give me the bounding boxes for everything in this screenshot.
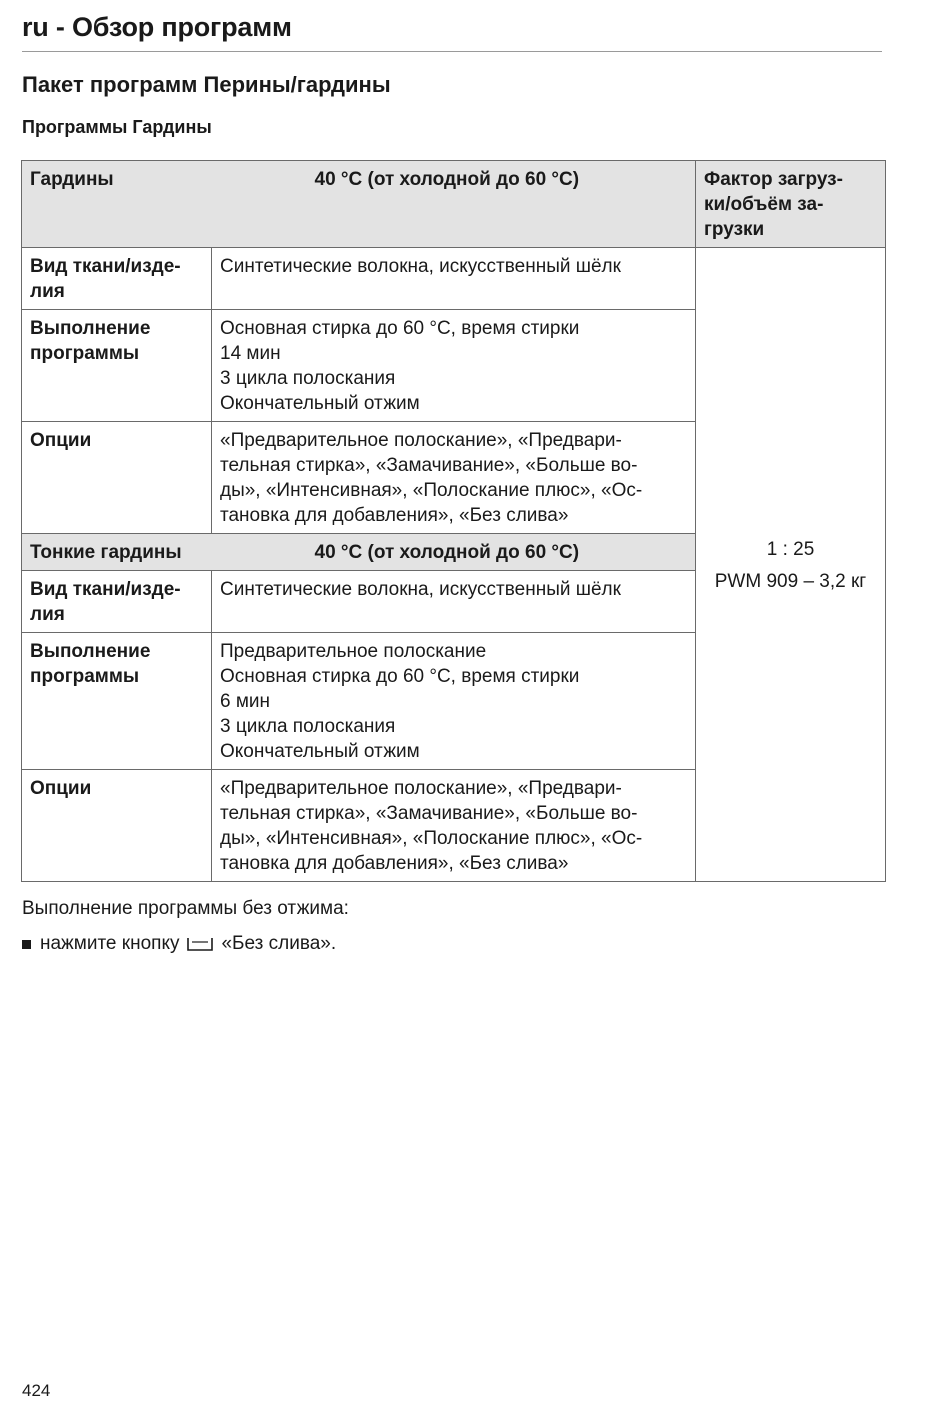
row-label: Выполнение программы (22, 310, 212, 422)
value-line: тановка для добавления», «Без слива» (220, 505, 569, 526)
program1-header-row (22, 161, 886, 248)
program2-temp: 40 °C (от холодной до 60 °C) (212, 534, 696, 571)
value-line: Предварительное полоскание (220, 641, 487, 662)
row-value (212, 310, 696, 422)
row-value (212, 571, 696, 633)
row-label: Вид ткани/изде- лия (22, 571, 212, 633)
instruction-before: нажмите кнопку (40, 933, 180, 954)
factor-ratio: 1 : 25 (766, 538, 815, 560)
value-line: Основная стирка до 60 °C, время стирки (220, 318, 580, 339)
section-title: Пакет программ Перины/гардины (22, 72, 391, 97)
table-row (22, 248, 886, 310)
value-line: тельная стирка», «Замачивание», «Больше во- (220, 455, 638, 476)
bullet-icon (22, 940, 31, 949)
row-label: Выполнение программы (22, 633, 212, 770)
value-line: 3 цикла полоскания (220, 716, 396, 737)
value-line: 14 мин (220, 343, 281, 364)
program2-name: Тонкие гардины (22, 534, 212, 571)
factor-load: PWM 909 – 3,2 кг (714, 570, 867, 592)
value-line: Окончательный отжим (220, 741, 420, 762)
row-value (212, 633, 696, 770)
no-drain-icon (186, 935, 214, 953)
value-line: Окончательный отжим (220, 393, 420, 414)
program1-temp: 40 °C (от холодной до 60 °C) (212, 161, 696, 248)
program1-name: Гардины (22, 161, 212, 248)
sub-title: Программы Гардины (22, 117, 212, 137)
value-line: Синтетические волокна, искусственный шёлк (220, 579, 621, 600)
note-text: Выполнение программы без отжима: (22, 898, 349, 919)
row-value (212, 770, 696, 882)
row-label: Вид ткани/изде- лия (22, 248, 212, 310)
instruction-after: «Без слива». (221, 933, 337, 954)
value-line: тановка для добавления», «Без слива» (220, 853, 569, 874)
value-line: 3 цикла полоскания (220, 368, 396, 389)
page-title: ru - Обзор программ (22, 12, 292, 42)
instruction-item (22, 933, 336, 955)
page-header (22, 12, 882, 52)
value-line: ды», «Интенсивная», «Полоскание плюс», «Ос- (220, 480, 643, 501)
factor-header: Фактор загруз- ки/объём за- грузки (696, 161, 886, 248)
factor-cell (696, 248, 886, 882)
value-line: «Предварительное полоскание», «Предвари- (220, 430, 622, 451)
value-line: тельная стирка», «Замачивание», «Больше во- (220, 803, 638, 824)
row-label: Опции (22, 770, 212, 882)
value-line: ды», «Интенсивная», «Полоскание плюс», «Ос- (220, 828, 643, 849)
page-number: 424 (22, 1381, 51, 1400)
row-value (212, 422, 696, 534)
value-line: «Предварительное полоскание», «Предвари- (220, 778, 622, 799)
program-table (21, 160, 886, 882)
value-line: 6 мин (220, 691, 271, 712)
row-label: Опции (22, 422, 212, 534)
row-value (212, 248, 696, 310)
value-line: Основная стирка до 60 °C, время стирки (220, 666, 580, 687)
value-line: Синтетические волокна, искусственный шёлк (220, 256, 621, 277)
